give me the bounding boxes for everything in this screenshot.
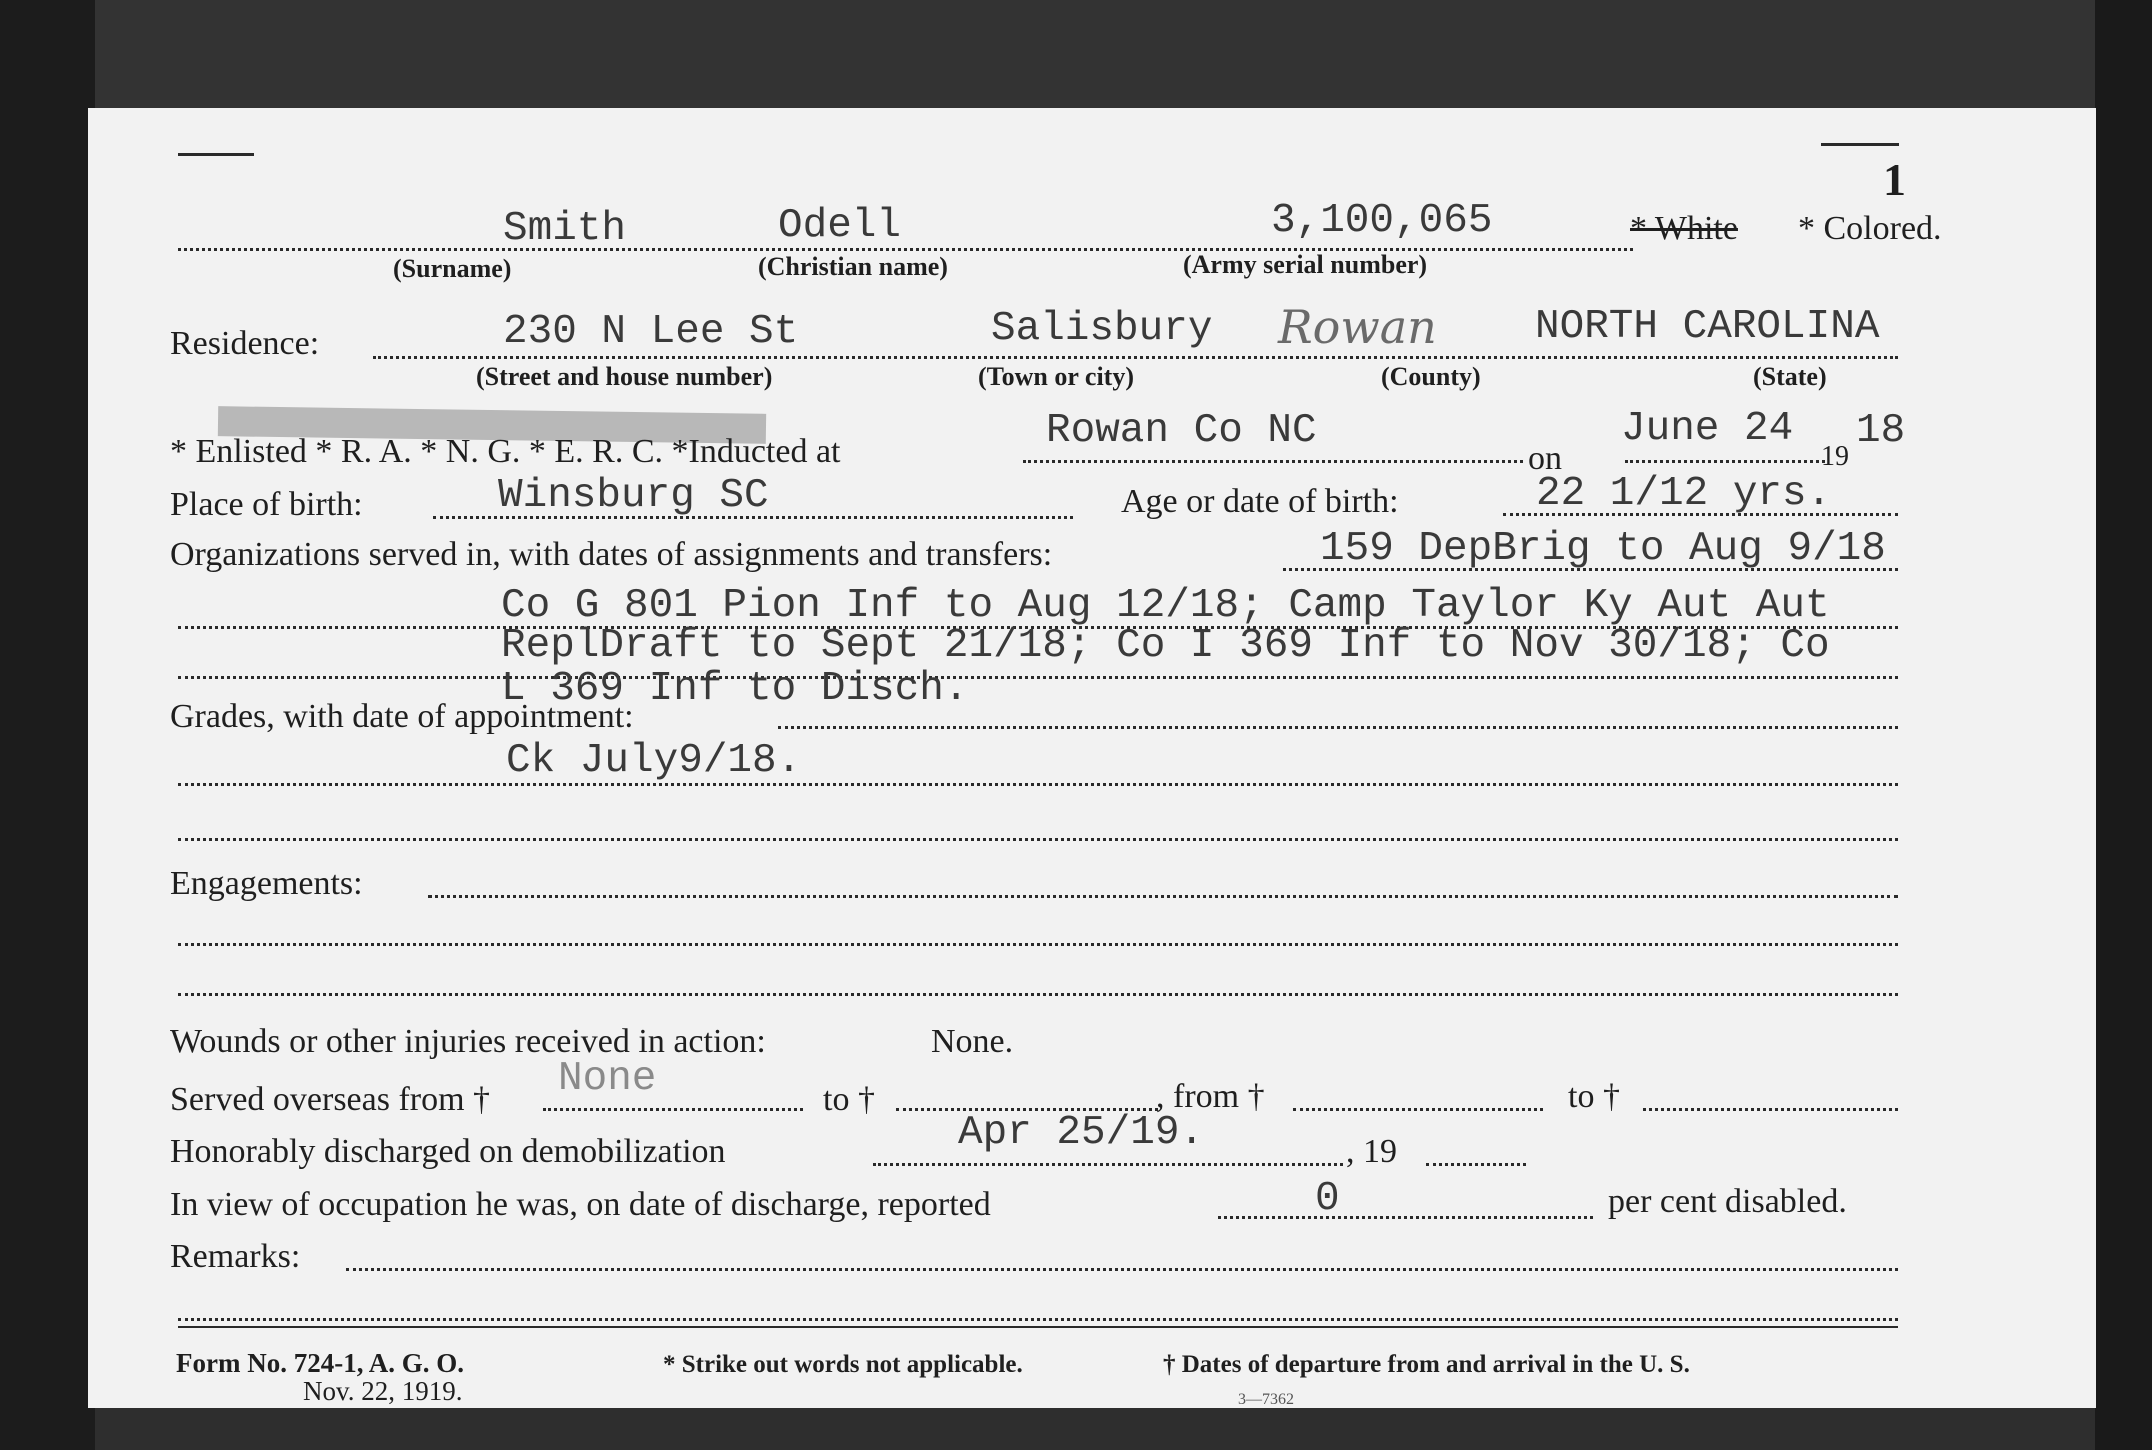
strike-out-note: * Strike out words not applicable. (663, 1351, 1023, 1378)
discharge-year-line (1426, 1163, 1526, 1166)
overseas-from-line-2 (1293, 1108, 1543, 1111)
remarks-label: Remarks: (170, 1238, 301, 1275)
inducted-at-line (1023, 460, 1523, 463)
engagements-line-3 (178, 993, 1898, 996)
orgs-line-1-rule (1283, 568, 1898, 571)
age-line (1503, 513, 1898, 516)
induction-date-line (1625, 460, 1825, 463)
overseas-to-label-2: to † (1568, 1078, 1620, 1115)
top-right-rule (1821, 143, 1899, 146)
birth-place-label: Place of birth: (170, 486, 363, 523)
service-record-card (88, 108, 2096, 1408)
orgs-line-3: ReplDraft to Sept 21/18; Co I 369 Inf to Nov 30/18; Co (501, 623, 1830, 669)
engagements-line-1 (428, 895, 1898, 898)
scan-border-top (95, 0, 2095, 108)
grades-line-1 (178, 783, 1898, 786)
residence-line (373, 356, 1898, 359)
overseas-value: None (558, 1056, 657, 1102)
year-prefix: 19 (1821, 441, 1849, 472)
age-label: Age or date of birth: (1121, 483, 1399, 520)
age-value: 22 1/12 yrs. (1536, 471, 1832, 517)
overseas-label: Served overseas from † (170, 1081, 491, 1118)
enlisted-label: * Enlisted * R. A. * N. G. * E. R. C. *Inducted at (170, 433, 841, 470)
county-value: Rowan (1278, 300, 1437, 354)
county-caption: (County) (1381, 362, 1481, 391)
dates-note: † Dates of departure from and arrival in the U. S. (1163, 1351, 1690, 1378)
birth-place-line (433, 516, 1073, 519)
induction-date-value: June 24 (1621, 406, 1794, 452)
discharge-date-value: Apr 25/19. (958, 1110, 1205, 1156)
orgs-line-3-rule (178, 676, 1898, 679)
form-number: Form No. 724-1, A. G. O. (176, 1348, 464, 1378)
surname-caption: (Surname) (393, 254, 512, 283)
town-value: Salisbury (991, 306, 1213, 352)
discharge-year-prefix: , 19 (1346, 1133, 1397, 1170)
overseas-to-line-2 (1643, 1108, 1898, 1111)
overseas-from-label-2: , from † (1156, 1078, 1265, 1115)
remarks-line-1 (346, 1268, 1898, 1271)
disabled-label: per cent disabled. (1608, 1183, 1847, 1220)
serial-number-value: 3,100,065 (1271, 198, 1493, 244)
discharged-label: Honorably discharged on demobilization (170, 1133, 726, 1170)
scan-border-left (0, 0, 95, 1450)
card-number: 1 (1883, 154, 1906, 205)
birth-place-value: Winsburg SC (498, 473, 769, 519)
disabled-percent-line (1218, 1216, 1593, 1219)
orgs-line-4: L 369 Inf to Disch. (501, 666, 969, 712)
engagements-label: Engagements: (170, 865, 363, 902)
wounds-value: None. (931, 1023, 1014, 1060)
induction-year-value: 18 (1856, 408, 1906, 454)
top-left-rule (178, 153, 254, 156)
state-value: NORTH CAROLINA (1535, 304, 1880, 350)
grades-label: Grades, with date of appointment: (170, 698, 634, 735)
race-colored-option: * Colored. (1798, 210, 1942, 247)
footer-rule (178, 1326, 1898, 1328)
residence-label: Residence: (170, 325, 320, 362)
remarks-line-2 (178, 1318, 1898, 1321)
orgs-line-2: Co G 801 Pion Inf to Aug 12/18; Camp Taylor Ky Aut Aut (501, 583, 1830, 629)
christian-name-value: Odell (778, 203, 902, 249)
grades-label-line (778, 726, 1898, 729)
engagements-line-2 (178, 943, 1898, 946)
print-code: 3—7362 (1238, 1391, 1294, 1408)
orgs-label: Organizations served in, with dates of assignments and transfers: (170, 536, 1053, 573)
scan-border-right (2095, 0, 2152, 1450)
overseas-to-label: to † (823, 1081, 875, 1118)
serial-number-caption: (Army serial number) (1183, 250, 1428, 279)
inducted-at-value: Rowan Co NC (1046, 408, 1317, 454)
state-caption: (State) (1753, 362, 1827, 391)
on-label: on (1528, 440, 1562, 477)
orgs-line-1: 159 DepBrig to Aug 9/18 (1320, 526, 1886, 572)
disabled-percent-value: 0 (1315, 1176, 1340, 1222)
form-date: Nov. 22, 1919. (303, 1376, 463, 1406)
christian-name-caption: (Christian name) (758, 252, 948, 281)
wounds-label: Wounds or other injuries received in action: (170, 1023, 766, 1060)
grades-line-2 (178, 838, 1898, 841)
town-caption: (Town or city) (978, 362, 1134, 391)
street-value: 230 N Lee St (503, 309, 799, 355)
race-white-option: * White (1630, 210, 1738, 247)
street-caption: (Street and house number) (476, 362, 773, 391)
overseas-from-line (543, 1108, 803, 1111)
grades-value: Ck July9/18. (506, 738, 802, 784)
surname-value: Smith (503, 206, 627, 252)
discharge-date-line (873, 1163, 1343, 1166)
occupation-view-label: In view of occupation he was, on date of discharge, reported (170, 1186, 991, 1223)
